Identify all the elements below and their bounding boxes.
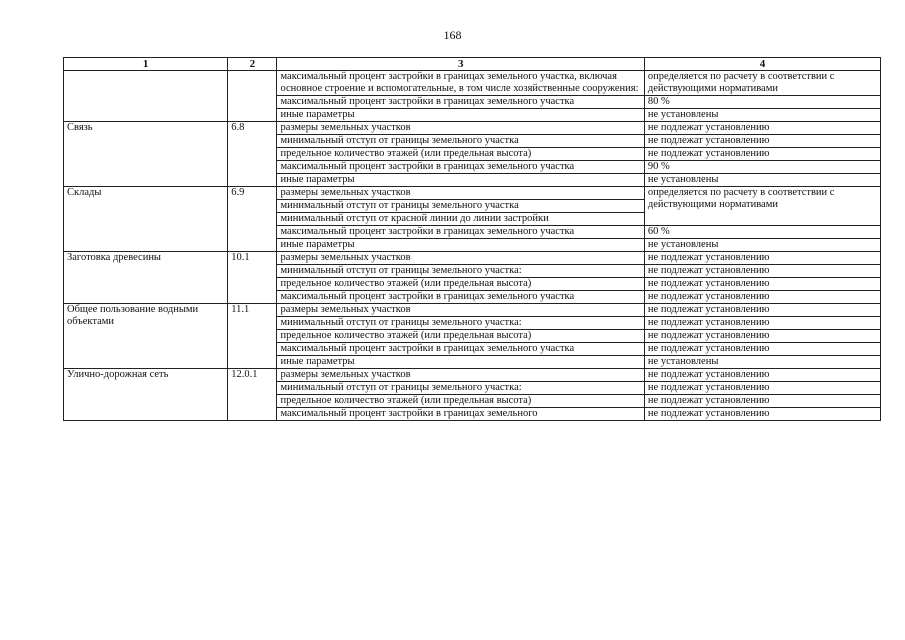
- parameter-cell: предельное количество этажей (или предельная высота): [277, 148, 644, 161]
- table-row: [64, 122, 881, 135]
- value-cell: не установлены: [644, 109, 880, 122]
- value-cell: не подлежат установлению: [644, 265, 880, 278]
- use-type-cell: Связь: [64, 122, 228, 187]
- parameter-cell: максимальный процент застройки в границах земельного участка: [277, 96, 644, 109]
- value-cell: не подлежат установлению: [644, 291, 880, 304]
- parameter-cell: максимальный процент застройки в границах земельного участка: [277, 226, 644, 239]
- value-cell: не подлежат установлению: [644, 408, 880, 421]
- value-cell: определяется по расчету в соответствии с действующими нормативами: [644, 71, 880, 96]
- parameter-cell: максимальный процент застройки в границах земельного участка: [277, 343, 644, 356]
- value-cell: не подлежат установлению: [644, 122, 880, 135]
- use-code-cell: 10.1: [228, 252, 277, 304]
- column-header-4: 4: [644, 58, 880, 71]
- use-type-cell: Улично-дорожная сеть: [64, 369, 228, 421]
- value-cell: не установлены: [644, 174, 880, 187]
- parameter-cell: иные параметры: [277, 356, 644, 369]
- parameter-cell: предельное количество этажей (или предельная высота): [277, 278, 644, 291]
- value-cell: не подлежат установлению: [644, 304, 880, 317]
- value-cell: не подлежат установлению: [644, 395, 880, 408]
- parameter-cell: максимальный процент застройки в границах земельного участка: [277, 161, 644, 174]
- parameter-cell: минимальный отступ от границы земельного участка:: [277, 265, 644, 278]
- parameter-cell: размеры земельных участков: [277, 304, 644, 317]
- column-header-1: 1: [64, 58, 228, 71]
- parameter-cell: иные параметры: [277, 174, 644, 187]
- parameter-cell: предельное количество этажей (или предельная высота): [277, 395, 644, 408]
- value-cell: не установлены: [644, 239, 880, 252]
- table-row: [64, 304, 881, 317]
- parameter-cell: минимальный отступ от границы земельного участка:: [277, 317, 644, 330]
- parameter-cell: размеры земельных участков: [277, 122, 644, 135]
- use-code-cell: [228, 71, 277, 122]
- parameter-cell: предельное количество этажей (или предельная высота): [277, 330, 644, 343]
- use-code-cell: 6.8: [228, 122, 277, 187]
- use-code-cell: 12.0.1: [228, 369, 277, 421]
- value-cell: не установлены: [644, 356, 880, 369]
- value-cell: не подлежат установлению: [644, 317, 880, 330]
- column-header-2: 2: [228, 58, 277, 71]
- value-cell: не подлежат установлению: [644, 382, 880, 395]
- parameter-cell: минимальный отступ от границы земельного участка:: [277, 382, 644, 395]
- use-type-cell: Склады: [64, 187, 228, 252]
- value-cell: не подлежат установлению: [644, 330, 880, 343]
- value-cell: не подлежат установлению: [644, 135, 880, 148]
- value-cell: 90 %: [644, 161, 880, 174]
- parameter-cell: максимальный процент застройки в границах земельного: [277, 408, 644, 421]
- value-cell: не подлежат установлению: [644, 148, 880, 161]
- parameter-cell: минимальный отступ от красной линии до линии застройки: [277, 213, 644, 226]
- value-cell: 80 %: [644, 96, 880, 109]
- parameter-cell: иные параметры: [277, 239, 644, 252]
- regulations-table: [63, 57, 881, 421]
- use-type-cell: Заготовка древесины: [64, 252, 228, 304]
- page-number: 168: [443, 28, 462, 42]
- use-type-cell: Общее пользование водными объектами: [64, 304, 228, 369]
- use-code-cell: 11.1: [228, 304, 277, 369]
- use-type-cell: [64, 71, 228, 122]
- use-code-cell: 6.9: [228, 187, 277, 252]
- value-cell: не подлежат установлению: [644, 343, 880, 356]
- table-row: [64, 369, 881, 382]
- parameter-cell: иные параметры: [277, 109, 644, 122]
- parameter-cell: минимальный отступ от границы земельного участка: [277, 135, 644, 148]
- parameter-cell: размеры земельных участков: [277, 369, 644, 382]
- column-header-3: 3: [277, 58, 644, 71]
- parameter-cell: размеры земельных участков: [277, 187, 644, 200]
- value-cell: 60 %: [644, 226, 880, 239]
- header-row: [64, 58, 881, 71]
- parameter-cell: размеры земельных участков: [277, 252, 644, 265]
- value-cell: определяется по расчету в соответствии с действующими нормативами: [644, 187, 880, 226]
- value-cell: не подлежат установлению: [644, 252, 880, 265]
- parameter-cell: максимальный процент застройки в границах земельного участка: [277, 291, 644, 304]
- table-row: [64, 187, 881, 200]
- value-cell: не подлежат установлению: [644, 369, 880, 382]
- table-row: [64, 252, 881, 265]
- value-cell: не подлежат установлению: [644, 278, 880, 291]
- parameter-cell: минимальный отступ от границы земельного участка: [277, 200, 644, 213]
- parameter-cell: максимальный процент застройки в границах земельного участка, включая основное строение и вспомогательные, в том числе хозяйственные сооружения:: [277, 71, 644, 96]
- table-row: [64, 71, 881, 96]
